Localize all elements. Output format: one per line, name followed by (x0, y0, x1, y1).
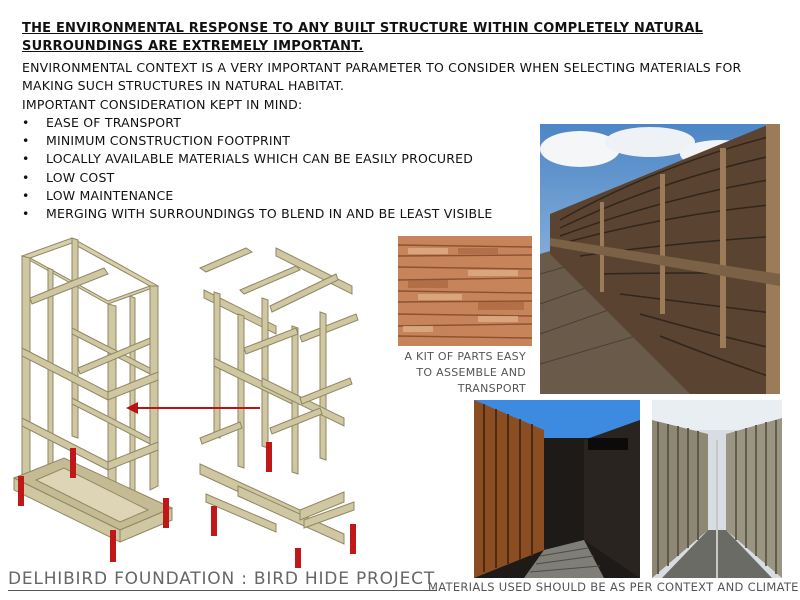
bullet-icon: • (22, 133, 30, 149)
consideration-label: IMPORTANT CONSIDERATION KEPT IN MIND: (22, 97, 303, 112)
stone-wall-photo (398, 236, 532, 346)
list-item: • LOW COST (22, 169, 493, 187)
wattle-fence-photo (540, 124, 780, 394)
page-heading: THE ENVIRONMENTAL RESPONSE TO ANY BUILT STRUCTURE WITHIN COMPLETELY NATURAL SURROUNDINGS ARE EXTREMELY IMPORTANT. (22, 21, 704, 54)
context-paragraph: ENVIRONMENTAL CONTEXT IS A VERY IMPORTANT PARAMETER TO CONSIDER WHEN SELECTING MATERIALS FOR MAKING SUCH STRUCTURES IN NATURAL HABITAT. (22, 60, 742, 93)
frame-assembly-diagram (0, 228, 400, 568)
kit-of-parts-caption: A KIT OF PARTS EASY TO ASSEMBLE AND TRANSPORT (404, 350, 526, 395)
list-item: • LOCALLY AVAILABLE MATERIALS WHICH CAN BE EASILY PROCURED (22, 150, 493, 168)
list-item: • EASE OF TRANSPORT (22, 114, 493, 132)
bullet-icon: • (22, 206, 30, 222)
timber-corridor-photo (474, 400, 640, 578)
bullet-icon: • (22, 187, 30, 203)
bullet-icon: • (22, 151, 30, 167)
consideration-list (22, 114, 493, 223)
list-item: • MINIMUM CONSTRUCTION FOOTPRINT (22, 132, 493, 150)
pole-boardwalk-photo (652, 400, 782, 578)
list-item: • MERGING WITH SURROUNDINGS TO BLEND IN AND BE LEAST VISIBLE (22, 205, 493, 223)
project-title: DELHIBIRD FOUNDATION : BIRD HIDE PROJECT (8, 569, 436, 589)
bullet-icon: • (22, 115, 30, 130)
bullet-icon: • (22, 169, 30, 185)
list-item: • LOW MAINTENANCE (22, 187, 493, 205)
materials-caption: MATERIALS USED SHOULD BE AS PER CONTEXT AND CLIMATE (428, 580, 799, 594)
